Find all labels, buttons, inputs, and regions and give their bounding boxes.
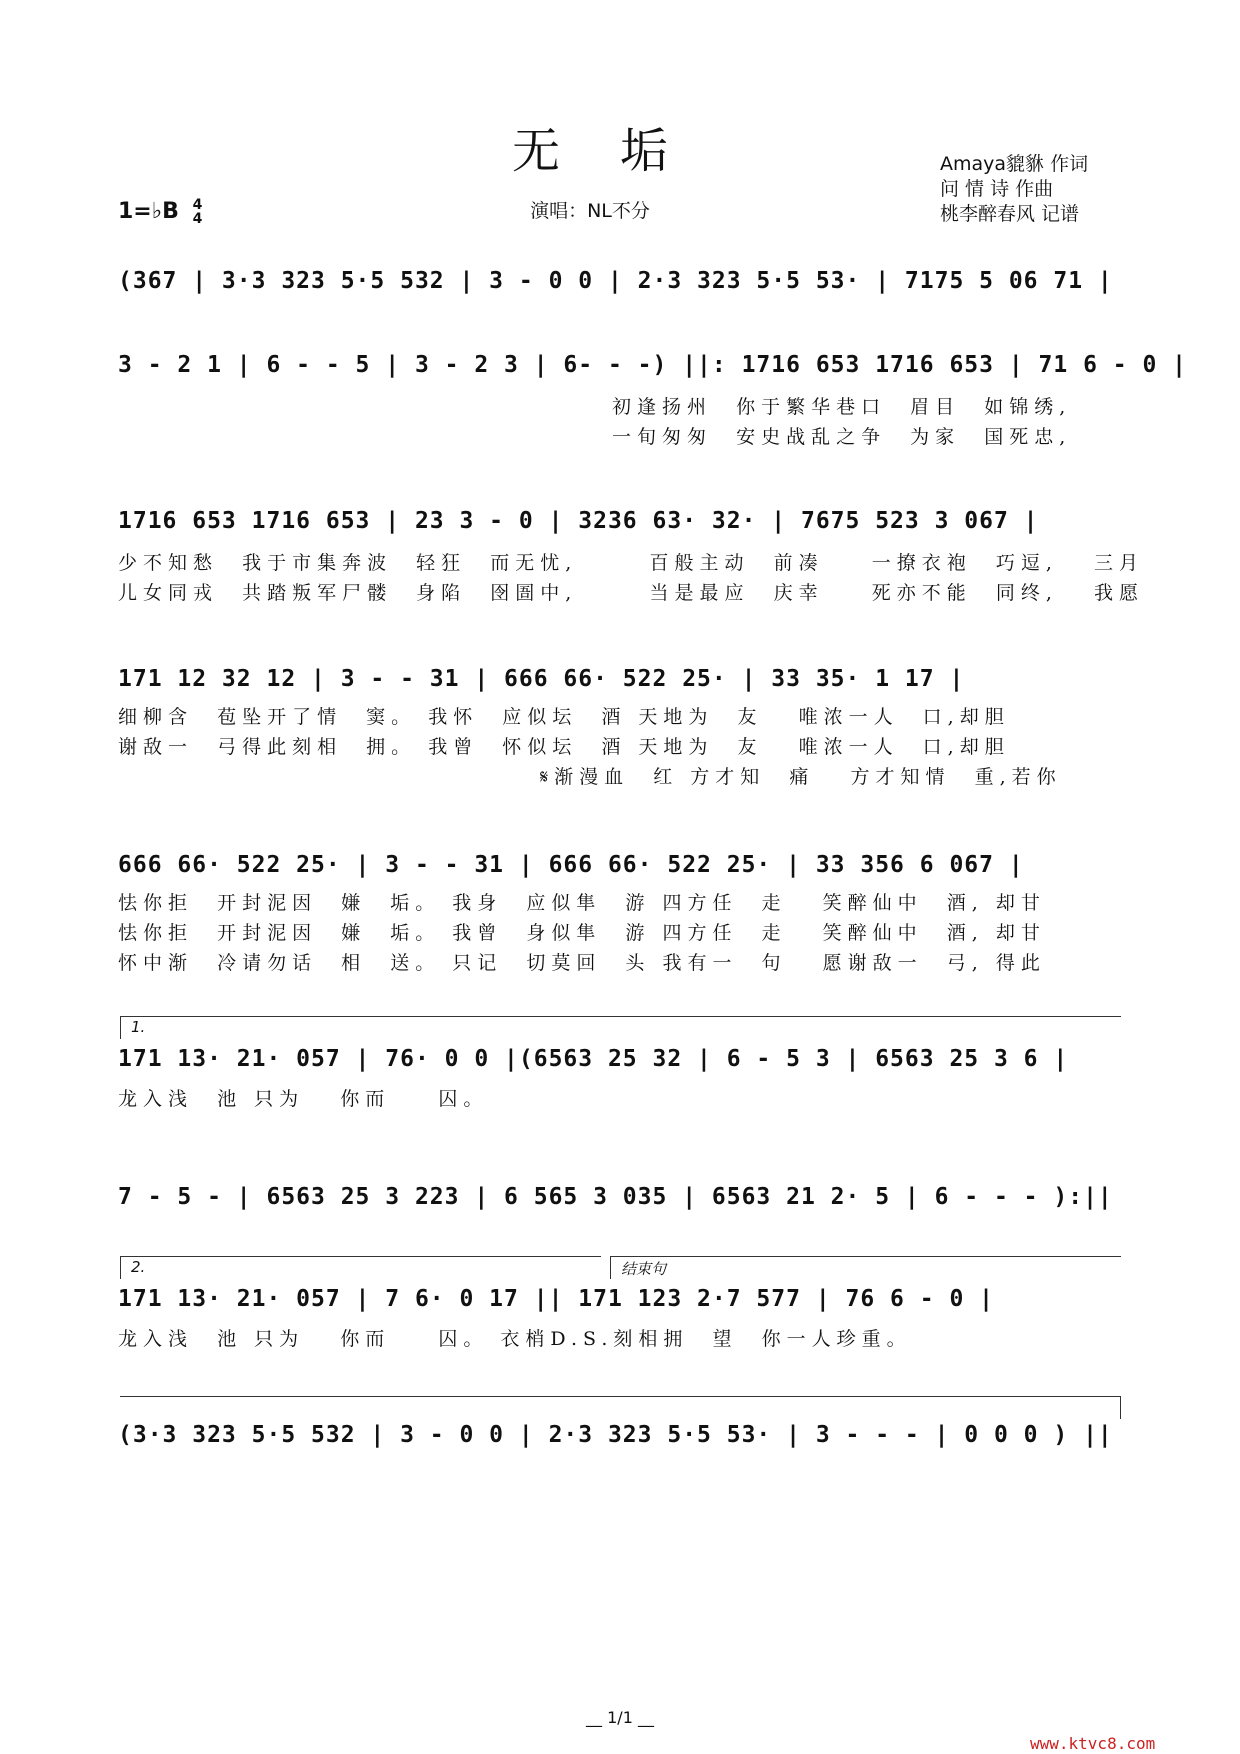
staff-line-1: (367 | 3·3 323 5·5 532 | 3 - 0 0 | 2·3 323 5·5 53· | 7175 5 06 71 |	[118, 268, 1113, 294]
lyric-line-10: 怀中渐 冷请勿话 相 送。 只记 切莫回 头 我有一 句 愿谢敌一 弓, 得此	[118, 952, 1046, 974]
staff-line-2: 3 - 2 1 | 6 - - 5 | 3 - 2 3 | 6- - -) ||: 1716 653 1716 653 | 71 6 - 0 |	[118, 352, 1187, 378]
lyric-line-3: 少不知愁 我于市集奔波 轻狂 而无忧, 百般主动 前凑 一撩衣袍 巧逗, 三月	[118, 552, 1144, 574]
lyric-line-12: 龙入浅 池 只为 你而 囚。 衣梢D.S.刻相拥 望 你一人珍重。	[118, 1328, 912, 1350]
staff-line-9: (3·3 323 5·5 532 | 3 - 0 0 | 2·3 323 5·5 53· | 3 - - - | 0 0 0 ) ||	[118, 1422, 1113, 1448]
ending-phrase-label: 结束句	[621, 1260, 667, 1278]
staff-line-6: 171 13· 21· 057 | 76· 0 0 |(6563 25 32 | 6 - 5 3 | 6563 25 3 6 |	[118, 1046, 1069, 1072]
composer-credit: 问 情 诗 作曲	[940, 178, 1054, 200]
key-label: 1=♭B	[118, 199, 179, 224]
staff-line-5: 666 66· 522 25· | 3 - - 31 | 666 66· 522 25· | 33 356 6 067 |	[118, 852, 1024, 878]
lyric-line-9: 怯你拒 开封泥因 嫌 垢。 我曾 身似隼 游 四方任 走 笑醉仙中 酒, 却甘	[118, 922, 1046, 944]
staff-line-8: 171 13· 21· 057 | 7 6· 0 17 || 171 123 2·7 577 | 76 6 - 0 |	[118, 1286, 994, 1312]
transcriber-credit: 桃李醉春风 记谱	[940, 203, 1080, 225]
staff-line-3: 1716 653 1716 653 | 23 3 - 0 | 3236 63· 32· | 7675 523 3 067 |	[118, 508, 1039, 534]
lyric-line-8: 怯你拒 开封泥因 嫌 垢。 我身 应似隼 游 四方任 走 笑醉仙中 酒, 却甘	[118, 892, 1046, 914]
closing-bracket	[120, 1396, 1121, 1419]
lyricist-credit: Amaya貔貅 作词	[940, 153, 1089, 175]
lyric-line-2: 一旬匆匆 安史战乱之争 为家 国死忠,	[612, 426, 1072, 448]
staff-line-7: 7 - 5 - | 6563 25 3 223 | 6 565 3 035 | 6563 21 2· 5 | 6 - - - ):||	[118, 1184, 1113, 1210]
lyric-line-6: 谢敌一 弓得此刻相 拥。 我曾 怀似坛 酒 天地为 友 唯浓一人 口,却胆	[118, 736, 1010, 758]
lyric-line-7: 𝄋渐漫血 红 方才知 痛 方才知情 重,若你	[540, 766, 1062, 788]
volta-2-label: 2.	[131, 1258, 146, 1276]
ending-phrase-bracket	[610, 1256, 1121, 1279]
volta-1-label: 1.	[131, 1018, 146, 1036]
time-top: 4	[192, 197, 203, 213]
volta-1	[120, 1016, 1121, 1039]
song-title: 无垢	[511, 123, 728, 179]
singer-credit: 演唱：NL不分	[530, 200, 650, 222]
lyric-line-5: 细柳含 苞坠开了情 窦。 我怀 应似坛 酒 天地为 友 唯浓一人 口,却胆	[118, 706, 1010, 728]
lyric-line-11: 龙入浅 池 只为 你而 囚。	[118, 1088, 489, 1110]
lyric-line-1: 初逢扬州 你于繁华巷口 眉目 如锦绣,	[612, 396, 1072, 418]
lyric-line-4: 儿女同戎 共踏叛军尸髅 身陷 囹圄中, 当是最应 庆幸 死亦不能 同终, 我愿	[118, 582, 1144, 604]
staff-line-4: 171 12 32 12 | 3 - - 31 | 666 66· 522 25· | 33 35· 1 17 |	[118, 666, 965, 692]
page-number: __ 1/1 __	[586, 1708, 654, 1727]
volta-2	[120, 1256, 601, 1279]
time-bottom: 4	[192, 211, 203, 227]
site-watermark: www.ktvc8.com	[1030, 1734, 1156, 1753]
